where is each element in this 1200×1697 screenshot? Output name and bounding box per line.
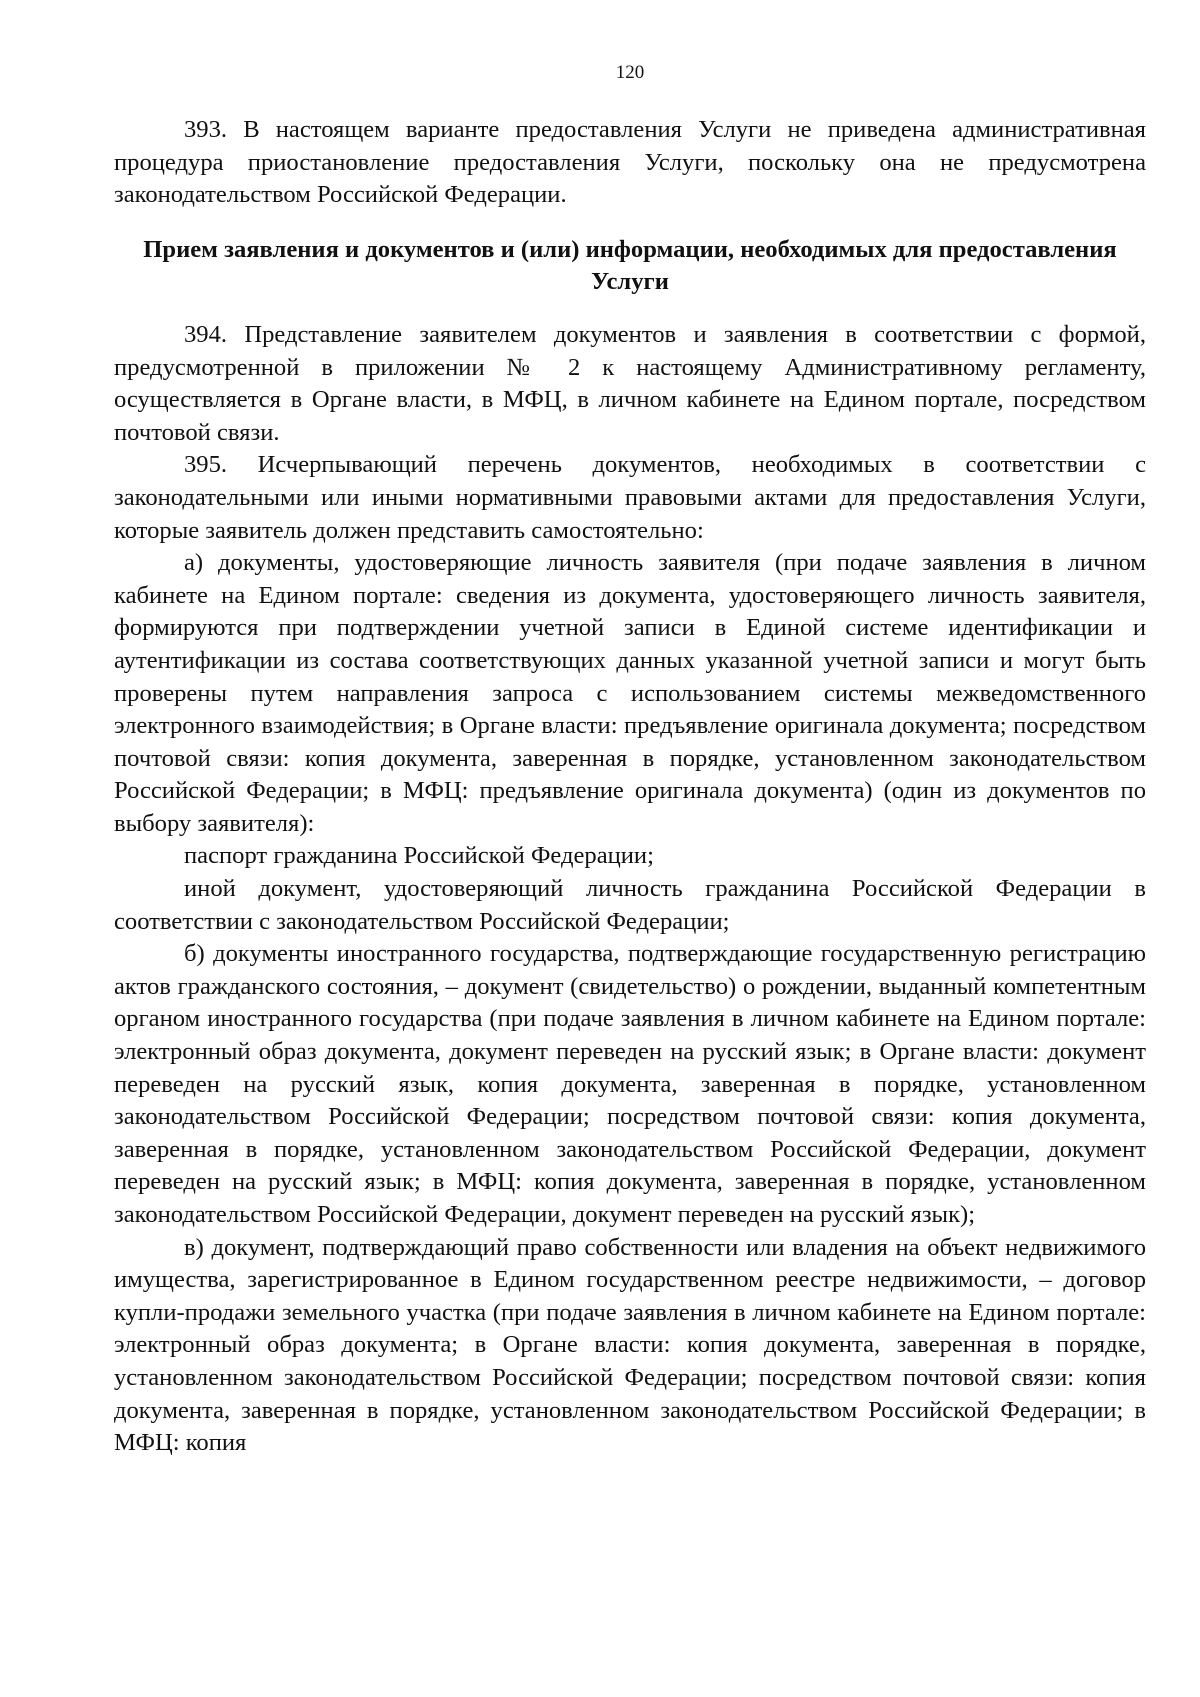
- paragraph-item-a: а) документы, удостоверяющие личность заявителя (при подаче заявления в личном кабинете на Едином портале: сведения из документа, удостоверяющего личность заявителя, формируются при подтверждении учетной записи в Единой системе идентификации и аутентификации из состава соответствующих данных указанной учетной записи и могут быть проверены путем направления запроса с использованием системы межведомственного электронного взаимодействия; в Органе власти: предъявление оригинала документа; посредством почтовой связи: копия документа, заверенная в порядке, установленном законодательством Российской Федерации; в МФЦ: предъявление оригинала документа) (один из документов по выбору заявителя):: [114, 549, 1146, 837]
- paragraph-passport: паспорт гражданина Российской Федерации;: [184, 842, 654, 870]
- paragraph-395: 395. Исчерпывающий перечень документов, необходимых в соответствии с законодательными или иными нормативными правовыми актами для предоставления Услуги, которые заявитель должен представить самостоятельно:: [114, 451, 1146, 544]
- paragraph-393: 393. В настоящем варианте предоставления Услуги не приведена административная процедура приостановление предоставления Услуги, поскольку она не предусмотрена законодательством Российской Федерации.: [114, 116, 1146, 209]
- section-heading: Прием заявления и документов и (или) информации, необходимых для предоставления Услуги: [143, 235, 1117, 296]
- paragraph-item-v: в) документ, подтверждающий право собственности или владения на объект недвижимого имущества, зарегистрированное в Едином государственном реестре недвижимости, – договор купли-продажи земельного участка (при подаче заявления в личном кабинете на Едином портале: электронный образ документа; в Органе власти: копия документа, заверенная в порядке, установленном законодательством Российской Федерации; посредством почтовой связи: копия документа, заверенная в порядке, установленном законодательством Российской Федерации; в МФЦ: копия: [114, 1233, 1146, 1457]
- document-page: [114, 62, 1146, 1460]
- paragraph-other-id: иной документ, удостоверяющий личность гражданина Российской Федерации в соответствии с законодательством Российской Федерации;: [114, 875, 1146, 935]
- paragraph-394: 394. Представление заявителем документов и заявления в соответствии с формой, предусмотренной в приложении № 2 к настоящему Административному регламенту, осуществляется в Органе власти, в МФЦ, в личном кабинете на Едином портале, посредством почтовой связи.: [114, 320, 1146, 446]
- paragraph-item-b: б) документы иностранного государства, подтверждающие государственную регистрацию актов гражданского состояния, – документ (свидетельство) о рождении, выданный компетентным органом иностранного государства (при подаче заявления в личном кабинете на Едином портале: электронный образ документа, документ переведен на русский язык; в Органе власти: документ переведен на русский язык, копия документа, заверенная в порядке, установленном законодательством Российской Федерации; посредством почтовой связи: копия документа, заверенная в порядке, установленном законодательством Российской Федерации, документ переведен на русский язык; в МФЦ: копия документа, заверенная в порядке, установленном законодательством Российской Федерации, документ переведен на русский язык);: [114, 940, 1146, 1228]
- page-number: 120: [615, 62, 645, 83]
